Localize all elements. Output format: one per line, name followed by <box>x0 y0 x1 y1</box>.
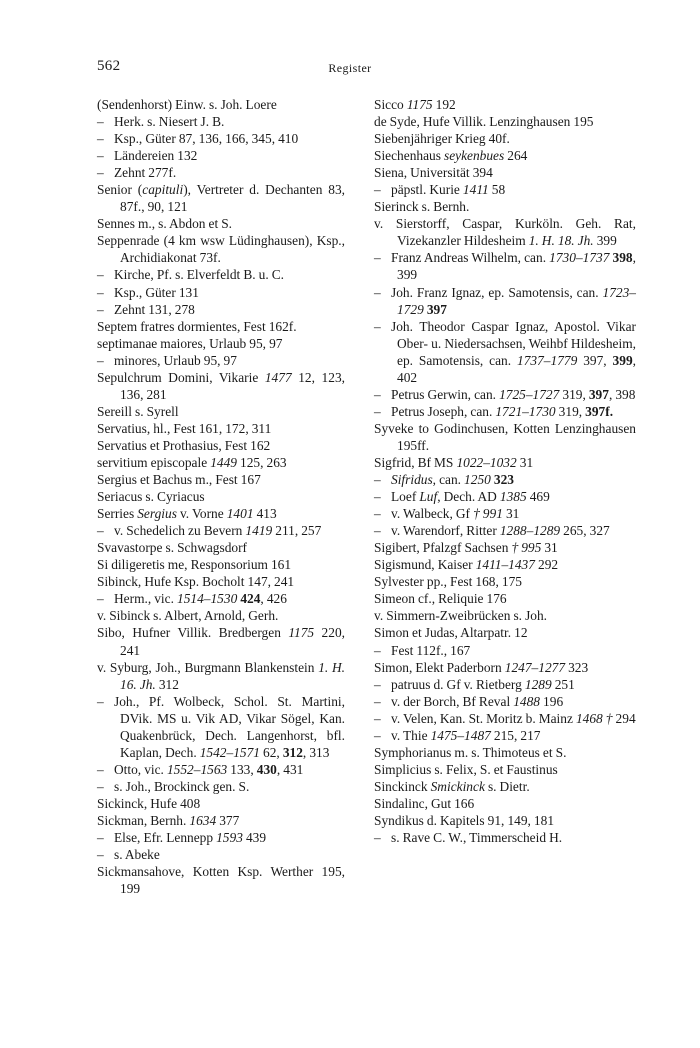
index-entry: Sindalinc, Gut 166 <box>374 795 475 811</box>
index-entry: Servatius et Prothasius, Fest 162 <box>97 437 271 453</box>
index-entry: Sigfrid, Bf MS 1022–1032 31 <box>374 454 534 470</box>
index-entry: Serries Sergius v. Vorne 1401 413 <box>97 506 277 522</box>
index-subentry: – Sifridus, can. 1250 323 <box>374 472 514 488</box>
index-subentry: – s. Joh., Brockinck gen. S. <box>97 778 250 794</box>
index-entry: Si diligeretis me, Responsorium 161 <box>97 557 292 573</box>
index-subentry: – Ksp., Güter 131 <box>97 284 199 300</box>
page-number: 562 <box>97 58 121 74</box>
index-subentry: – v. Thie 1475–1487 215, 217 <box>374 727 541 743</box>
index-subentry: – v. der Borch, Bf Reval 1488 196 <box>374 693 564 709</box>
right-column <box>374 96 636 846</box>
index-entry: Septem fratres dormientes, Fest 162f. <box>97 318 297 334</box>
index-subentry: – Joh., Pf. Wolbeck, Schol. St. Martini, DVik. MS u. Vik AD, Vikar Sögel, Kan. Quakenbrück, Dech. Langenhorst, bfl. Kaplan, Dech. 1542–1571 62, 312, 313 <box>97 693 345 760</box>
index-entry: Sigismund, Kaiser 1411–1437 292 <box>374 557 559 573</box>
index-subentry: – Ländereien 132 <box>97 148 198 164</box>
index-entry: v. Sibinck s. Albert, Arnold, Gerh. <box>97 608 279 624</box>
index-entry: Servatius, hl., Fest 161, 172, 311 <box>97 420 272 436</box>
index-subentry: – v. Velen, Kan. St. Moritz b. Mainz 1468 † 294 <box>374 710 636 726</box>
index-subentry: – Petrus Joseph, can. 1721–1730 319, 397f. <box>374 403 614 419</box>
index-subentry: – Joh. Franz Ignaz, ep. Samotensis, can. 1723–1729 397 <box>374 284 636 317</box>
index-subentry: – s. Rave C. W., Timmerscheid H. <box>374 830 563 846</box>
index-entry: Siechenhaus seykenbues 264 <box>374 148 528 164</box>
index-subentry: – Loef Luf, Dech. AD 1385 469 <box>374 489 550 505</box>
index-subentry: – minores, Urlaub 95, 97 <box>97 352 237 368</box>
index-subentry: – Herm., vic. 1514–1530 424, 426 <box>97 591 287 607</box>
index-entry: Sennes m., s. Abdon et S. <box>97 216 233 232</box>
index-entry: Simon, Elekt Paderborn 1247–1277 323 <box>374 659 589 675</box>
index-entry: servitium episcopale 1449 125, 263 <box>97 454 287 470</box>
index-subentry: – päpstl. Kurie 1411 58 <box>374 182 506 198</box>
index-entry: Senior (capituli), Vertreter d. Dechanten 83, 87f., 90, 121 <box>97 182 345 215</box>
index-entry: Sergius et Bachus m., Fest 167 <box>97 472 261 488</box>
index-subentry: – s. Abeke <box>97 847 160 863</box>
index-entry: (Sendenhorst) Einw. s. Joh. Loere <box>97 97 277 112</box>
index-subentry: – v. Walbeck, Gf † 991 31 <box>374 506 520 522</box>
index-subentry: – Ksp., Güter 87, 136, 166, 345, 410 <box>97 131 299 147</box>
index-entry: Sinckinck Smickinck s. Dietr. <box>374 778 530 794</box>
index-entry: Sickmansahove, Kotten Ksp. Werther 195, 199 <box>97 864 345 897</box>
index-entry: Sigibert, Pfalzgf Sachsen † 995 31 <box>374 540 558 556</box>
index-subentry: – Else, Efr. Lennepp 1593 439 <box>97 830 267 846</box>
index-entry: Sibo, Hufner Villik. Bredbergen 1175 220, 241 <box>97 625 345 658</box>
running-header: Register <box>328 61 372 75</box>
index-entry: Siena, Universität 394 <box>374 165 493 181</box>
index-entry: Syndikus d. Kapitels 91, 149, 181 <box>374 812 555 828</box>
index-entry: Sierinck s. Bernh. <box>374 199 470 215</box>
index-entry: Sereill s. Syrell <box>97 403 179 419</box>
index-subentry: – Franz Andreas Wilhelm, can. 1730–1737 398, 399 <box>374 250 636 283</box>
index-entry: Symphorianus m. s. Thimoteus et S. <box>374 744 567 760</box>
index-entry: Simeon cf., Reliquie 176 <box>374 591 507 607</box>
index-entry: de Syde, Hufe Villik. Lenzinghausen 195 <box>374 114 594 130</box>
index-subentry: – Petrus Gerwin, can. 1725–1727 319, 397, 398 <box>374 386 636 402</box>
index-subentry: – Fest 112f., 167 <box>374 642 471 658</box>
index-entry: v. Simmern-Zweibrücken s. Joh. <box>374 608 548 624</box>
index-entry: Sylvester pp., Fest 168, 175 <box>374 574 522 590</box>
index-entry: Sickman, Bernh. 1634 377 <box>97 812 240 828</box>
index-entry: Seppenrade (4 km wsw Lüdinghausen), Ksp., Archidiakonat 73f. <box>97 233 345 266</box>
index-subentry: – v. Warendorf, Ritter 1288–1289 265, 327 <box>374 523 610 539</box>
index-entry: Seriacus s. Cyriacus <box>97 489 205 505</box>
index-entry: Simon et Judas, Altarpatr. 12 <box>374 625 528 641</box>
left-column <box>97 96 345 897</box>
index-entry: Sibinck, Hufe Ksp. Bocholt 147, 241 <box>97 574 295 590</box>
index-entry: Sepulchrum Domini, Vikarie 1477 12, 123, 136, 281 <box>97 369 345 402</box>
index-subentry: – Zehnt 277f. <box>97 165 177 181</box>
index-subentry: – Herk. s. Niesert J. B. <box>97 114 225 130</box>
index-entry: v. Syburg, Joh., Burgmann Blankenstein 1. H. 16. Jh. 312 <box>97 659 345 692</box>
index-entry: Syveke to Godinchusen, Kotten Lenzinghausen 195ff. <box>374 420 636 453</box>
index-entry: v. Sierstorff, Caspar, Kurköln. Geh. Rat, Vizekanzler Hildesheim 1. H. 18. Jh. 399 <box>374 216 636 249</box>
index-entry: septimanae maiores, Urlaub 95, 97 <box>97 335 283 351</box>
index-subentry: – v. Schedelich zu Bevern 1419 211, 257 <box>97 523 322 539</box>
index-entry: Svavastorpe s. Schwagsdorf <box>97 540 248 556</box>
index-entry: Simplicius s. Felix, S. et Faustinus <box>374 761 558 777</box>
index-subentry: – Joh. Theodor Caspar Ignaz, Apostol. Vikar Ober- u. Niedersachsen, Weihbf Hildesheim, ep. Samotensis, can. 1737–1779 397, 399, 402 <box>374 318 636 385</box>
index-entry: Sickinck, Hufe 408 <box>97 795 201 811</box>
index-subentry: – patruus d. Gf v. Rietberg 1289 251 <box>374 676 575 692</box>
index-subentry: – Zehnt 131, 278 <box>97 301 195 317</box>
index-entry: Sicco 1175 192 <box>374 97 456 112</box>
index-subentry: – Otto, vic. 1552–1563 133, 430, 431 <box>97 761 304 777</box>
index-entry: Siebenjähriger Krieg 40f. <box>374 131 510 147</box>
index-subentry: – Kirche, Pf. s. Elverfeldt B. u. C. <box>97 267 285 283</box>
